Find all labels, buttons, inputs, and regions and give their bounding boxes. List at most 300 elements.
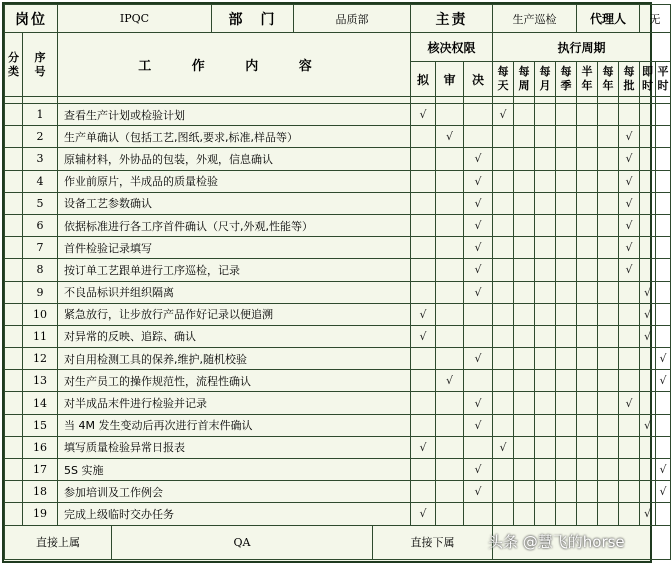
task-cell: 不良品标识并组织隔离	[58, 281, 411, 303]
empty-cell	[535, 170, 556, 192]
empty-cell	[493, 459, 514, 481]
check-mark: √	[493, 104, 514, 126]
empty-cell	[656, 414, 671, 436]
check-mark: √	[411, 436, 436, 458]
empty-cell	[493, 126, 514, 148]
empty-cell	[556, 392, 577, 414]
empty-cell	[411, 192, 436, 214]
empty-cell	[656, 259, 671, 281]
empty-cell	[514, 325, 535, 347]
empty-cell	[411, 370, 436, 392]
empty-cell	[514, 414, 535, 436]
table-row	[5, 281, 671, 303]
task-cell: 对半成品末件进行检验并记录	[58, 392, 411, 414]
period-col-0: 每天	[493, 62, 514, 97]
dept-value: 品质部	[294, 5, 411, 33]
empty-cell	[640, 170, 656, 192]
empty-cell	[619, 459, 640, 481]
category-cell	[5, 414, 23, 436]
category-cell	[5, 481, 23, 503]
empty-cell	[640, 126, 656, 148]
check-mark: √	[656, 481, 671, 503]
empty-cell	[656, 170, 671, 192]
check-mark: √	[411, 104, 436, 126]
empty-cell	[577, 148, 598, 170]
post-value: IPQC	[58, 5, 212, 33]
empty-cell	[619, 414, 640, 436]
empty-cell	[598, 459, 619, 481]
table-row	[5, 237, 671, 259]
empty-cell	[493, 325, 514, 347]
empty-cell	[514, 126, 535, 148]
empty-cell	[535, 414, 556, 436]
table-row	[5, 192, 671, 214]
category-cell	[5, 370, 23, 392]
duty-table	[4, 4, 671, 560]
table-row	[5, 214, 671, 236]
empty-cell	[436, 303, 464, 325]
seq-cell: 9	[23, 281, 58, 303]
empty-cell	[535, 214, 556, 236]
empty-cell	[640, 237, 656, 259]
empty-cell	[436, 259, 464, 281]
empty-cell	[514, 170, 535, 192]
empty-cell	[535, 192, 556, 214]
empty-cell	[640, 192, 656, 214]
category-cell	[5, 281, 23, 303]
subordinate-label: 直接下属	[373, 525, 493, 559]
empty-cell	[535, 481, 556, 503]
empty-cell	[577, 170, 598, 192]
check-mark: √	[493, 436, 514, 458]
table-row	[5, 126, 671, 148]
empty-cell	[598, 104, 619, 126]
empty-cell	[436, 459, 464, 481]
empty-cell	[577, 503, 598, 525]
empty-cell	[656, 104, 671, 126]
seq-cell: 12	[23, 348, 58, 370]
check-mark: √	[464, 148, 493, 170]
authority-col-0: 拟	[411, 62, 436, 97]
seq-cell: 5	[23, 192, 58, 214]
task-cell: 原辅材料，外协品的包装，外观，信息确认	[58, 148, 411, 170]
empty-cell	[598, 237, 619, 259]
empty-cell	[656, 503, 671, 525]
task-cell: 生产单确认（包括工艺,图纸,要求,标准,样品等）	[58, 126, 411, 148]
table-row	[5, 436, 671, 458]
task-cell: 对自用检测工具的保养,维护,随机校验	[58, 348, 411, 370]
empty-cell	[514, 237, 535, 259]
empty-cell	[598, 170, 619, 192]
agent-label: 代理人	[577, 5, 640, 33]
empty-cell	[493, 237, 514, 259]
empty-cell	[493, 481, 514, 503]
empty-cell	[640, 436, 656, 458]
empty-cell	[577, 481, 598, 503]
period-col-3: 每季	[556, 62, 577, 97]
empty-cell	[556, 436, 577, 458]
task-cell: 查看生产计划或检验计划	[58, 104, 411, 126]
check-mark: √	[656, 348, 671, 370]
empty-cell	[577, 370, 598, 392]
empty-cell	[411, 281, 436, 303]
category-header: 分类	[5, 33, 23, 97]
empty-cell	[640, 459, 656, 481]
empty-cell	[535, 325, 556, 347]
empty-cell	[411, 459, 436, 481]
check-mark: √	[464, 281, 493, 303]
period-col-8: 平时	[656, 62, 671, 97]
empty-cell	[493, 370, 514, 392]
seq-cell: 6	[23, 214, 58, 236]
category-cell	[5, 459, 23, 481]
content-header: 工 作 内 容	[58, 33, 411, 97]
empty-cell	[411, 259, 436, 281]
empty-cell	[556, 259, 577, 281]
seq-cell: 4	[23, 170, 58, 192]
check-mark: √	[464, 214, 493, 236]
task-cell: 按订单工艺跟单进行工序巡检，记录	[58, 259, 411, 281]
empty-cell	[514, 104, 535, 126]
empty-cell	[436, 214, 464, 236]
empty-cell	[493, 170, 514, 192]
empty-cell	[640, 392, 656, 414]
empty-cell	[598, 259, 619, 281]
empty-cell	[514, 148, 535, 170]
empty-cell	[598, 325, 619, 347]
empty-cell	[493, 503, 514, 525]
seq-cell: 18	[23, 481, 58, 503]
seq-cell: 15	[23, 414, 58, 436]
period-col-4: 半年	[577, 62, 598, 97]
empty-cell	[556, 348, 577, 370]
seq-cell: 16	[23, 436, 58, 458]
empty-cell	[619, 436, 640, 458]
empty-cell	[535, 126, 556, 148]
check-mark: √	[619, 148, 640, 170]
check-mark: √	[640, 414, 656, 436]
empty-cell	[535, 503, 556, 525]
period-col-7: 即时	[640, 62, 656, 97]
empty-cell	[464, 104, 493, 126]
empty-cell	[411, 392, 436, 414]
owner-value: 生产巡检	[493, 5, 577, 33]
empty-cell	[514, 214, 535, 236]
empty-cell	[556, 303, 577, 325]
empty-cell	[577, 348, 598, 370]
empty-cell	[514, 348, 535, 370]
empty-cell	[619, 481, 640, 503]
empty-cell	[556, 126, 577, 148]
empty-cell	[493, 148, 514, 170]
superior-label: 直接上属	[5, 525, 112, 559]
category-cell	[5, 348, 23, 370]
empty-cell	[556, 281, 577, 303]
check-mark: √	[656, 370, 671, 392]
period-col-1: 每周	[514, 62, 535, 97]
empty-cell	[493, 414, 514, 436]
empty-cell	[577, 237, 598, 259]
empty-cell	[411, 126, 436, 148]
empty-cell	[598, 126, 619, 148]
empty-cell	[619, 503, 640, 525]
task-cell: 作业前原片，半成品的质量检验	[58, 170, 411, 192]
check-mark: √	[464, 237, 493, 259]
empty-cell	[577, 259, 598, 281]
empty-cell	[411, 481, 436, 503]
category-cell	[5, 436, 23, 458]
empty-cell	[493, 348, 514, 370]
check-mark: √	[640, 325, 656, 347]
empty-cell	[535, 303, 556, 325]
check-mark: √	[464, 459, 493, 481]
check-mark: √	[656, 459, 671, 481]
table-row	[5, 104, 671, 126]
empty-cell	[535, 459, 556, 481]
empty-cell	[556, 214, 577, 236]
empty-cell	[411, 170, 436, 192]
seq-cell: 13	[23, 370, 58, 392]
empty-cell	[598, 214, 619, 236]
table-row	[5, 325, 671, 347]
empty-cell	[656, 436, 671, 458]
responsibility-sheet	[2, 2, 669, 563]
check-mark: √	[411, 303, 436, 325]
empty-cell	[640, 148, 656, 170]
empty-cell	[514, 436, 535, 458]
empty-cell	[535, 104, 556, 126]
check-mark: √	[640, 503, 656, 525]
check-mark: √	[619, 192, 640, 214]
header-row	[5, 5, 671, 33]
empty-cell	[640, 104, 656, 126]
empty-cell	[411, 237, 436, 259]
table-row	[5, 148, 671, 170]
check-mark: √	[464, 170, 493, 192]
empty-cell	[640, 259, 656, 281]
category-cell	[5, 126, 23, 148]
empty-cell	[556, 503, 577, 525]
empty-cell	[436, 237, 464, 259]
empty-cell	[577, 414, 598, 436]
seq-cell: 14	[23, 392, 58, 414]
empty-cell	[436, 104, 464, 126]
empty-cell	[556, 192, 577, 214]
empty-cell	[436, 281, 464, 303]
empty-cell	[656, 303, 671, 325]
empty-cell	[556, 170, 577, 192]
period-col-5: 每年	[598, 62, 619, 97]
empty-cell	[577, 104, 598, 126]
watermark: 头条 @慧飞的horse	[488, 533, 625, 551]
seq-cell: 7	[23, 237, 58, 259]
empty-cell	[464, 303, 493, 325]
empty-cell	[556, 414, 577, 436]
column-header-row	[5, 33, 671, 62]
empty-cell	[493, 192, 514, 214]
empty-cell	[577, 303, 598, 325]
empty-cell	[656, 392, 671, 414]
empty-cell	[514, 281, 535, 303]
empty-cell	[556, 104, 577, 126]
empty-cell	[514, 303, 535, 325]
period-col-6: 每批	[619, 62, 640, 97]
check-mark: √	[411, 325, 436, 347]
table-row	[5, 392, 671, 414]
empty-cell	[535, 370, 556, 392]
category-cell	[5, 259, 23, 281]
category-cell	[5, 503, 23, 525]
empty-cell	[577, 126, 598, 148]
task-cell: 5S 实施	[58, 459, 411, 481]
spacer-row	[5, 97, 671, 104]
empty-cell	[656, 325, 671, 347]
table-row	[5, 303, 671, 325]
check-mark: √	[619, 170, 640, 192]
empty-cell	[577, 436, 598, 458]
empty-cell	[464, 503, 493, 525]
task-cell: 依据标准进行各工序首件确认（尺寸,外观,性能等）	[58, 214, 411, 236]
task-cell: 填写质量检验异常日报表	[58, 436, 411, 458]
empty-cell	[656, 237, 671, 259]
category-cell	[5, 192, 23, 214]
check-mark: √	[411, 503, 436, 525]
agent-value: 无	[640, 5, 671, 33]
empty-cell	[598, 414, 619, 436]
empty-cell	[640, 214, 656, 236]
check-mark: √	[464, 392, 493, 414]
empty-cell	[556, 481, 577, 503]
task-cell: 完成上级临时交办任务	[58, 503, 411, 525]
category-cell	[5, 303, 23, 325]
seq-header: 序号	[23, 33, 58, 97]
check-mark: √	[464, 192, 493, 214]
seq-cell: 19	[23, 503, 58, 525]
empty-cell	[535, 281, 556, 303]
empty-cell	[411, 148, 436, 170]
empty-cell	[464, 126, 493, 148]
task-cell: 对生产员工的操作规范性，流程性确认	[58, 370, 411, 392]
task-cell: 首件检验记录填写	[58, 237, 411, 259]
empty-cell	[493, 214, 514, 236]
empty-cell	[436, 148, 464, 170]
empty-cell	[556, 459, 577, 481]
table-row	[5, 170, 671, 192]
empty-cell	[598, 503, 619, 525]
check-mark: √	[619, 214, 640, 236]
owner-label: 主责	[411, 5, 493, 33]
empty-cell	[598, 481, 619, 503]
table-row	[5, 459, 671, 481]
check-mark: √	[464, 259, 493, 281]
check-mark: √	[436, 370, 464, 392]
table-row	[5, 503, 671, 525]
empty-cell	[514, 392, 535, 414]
empty-cell	[535, 392, 556, 414]
empty-cell	[436, 192, 464, 214]
category-cell	[5, 104, 23, 126]
empty-cell	[577, 325, 598, 347]
empty-cell	[598, 148, 619, 170]
empty-cell	[464, 436, 493, 458]
check-mark: √	[464, 414, 493, 436]
check-mark: √	[619, 237, 640, 259]
empty-cell	[493, 303, 514, 325]
seq-cell: 17	[23, 459, 58, 481]
empty-cell	[598, 392, 619, 414]
seq-cell: 10	[23, 303, 58, 325]
category-cell	[5, 170, 23, 192]
empty-cell	[656, 214, 671, 236]
empty-cell	[640, 348, 656, 370]
task-cell: 当 4M 发生变动后再次进行首末件确认	[58, 414, 411, 436]
empty-cell	[535, 436, 556, 458]
empty-cell	[535, 237, 556, 259]
empty-cell	[619, 348, 640, 370]
empty-cell	[656, 281, 671, 303]
empty-cell	[464, 370, 493, 392]
empty-cell	[598, 192, 619, 214]
empty-cell	[598, 436, 619, 458]
empty-cell	[493, 281, 514, 303]
check-mark: √	[464, 348, 493, 370]
category-cell	[5, 214, 23, 236]
empty-cell	[436, 481, 464, 503]
table-row	[5, 370, 671, 392]
task-cell: 对异常的反映、追踪、确认	[58, 325, 411, 347]
empty-cell	[436, 414, 464, 436]
empty-cell	[577, 214, 598, 236]
category-cell	[5, 325, 23, 347]
empty-cell	[514, 481, 535, 503]
empty-cell	[436, 325, 464, 347]
empty-cell	[598, 370, 619, 392]
empty-cell	[577, 192, 598, 214]
superior-value: QA	[112, 525, 373, 559]
task-cell: 紧急放行，让步放行产品作好记录以便追溯	[58, 303, 411, 325]
seq-cell: 3	[23, 148, 58, 170]
empty-cell	[411, 348, 436, 370]
table-row	[5, 348, 671, 370]
post-label: 岗位	[5, 5, 58, 33]
empty-cell	[411, 214, 436, 236]
empty-cell	[619, 370, 640, 392]
check-mark: √	[640, 303, 656, 325]
empty-cell	[598, 281, 619, 303]
seq-cell: 11	[23, 325, 58, 347]
empty-cell	[619, 325, 640, 347]
empty-cell	[556, 148, 577, 170]
check-mark: √	[619, 259, 640, 281]
empty-cell	[577, 392, 598, 414]
check-mark: √	[619, 392, 640, 414]
category-cell	[5, 392, 23, 414]
empty-cell	[619, 303, 640, 325]
empty-cell	[436, 348, 464, 370]
empty-cell	[640, 481, 656, 503]
empty-cell	[514, 503, 535, 525]
empty-cell	[514, 192, 535, 214]
empty-cell	[556, 237, 577, 259]
empty-cell	[535, 259, 556, 281]
empty-cell	[556, 325, 577, 347]
empty-cell	[514, 259, 535, 281]
authority-col-1: 审	[436, 62, 464, 97]
check-mark: √	[436, 126, 464, 148]
category-cell	[5, 148, 23, 170]
category-cell	[5, 237, 23, 259]
seq-cell: 1	[23, 104, 58, 126]
